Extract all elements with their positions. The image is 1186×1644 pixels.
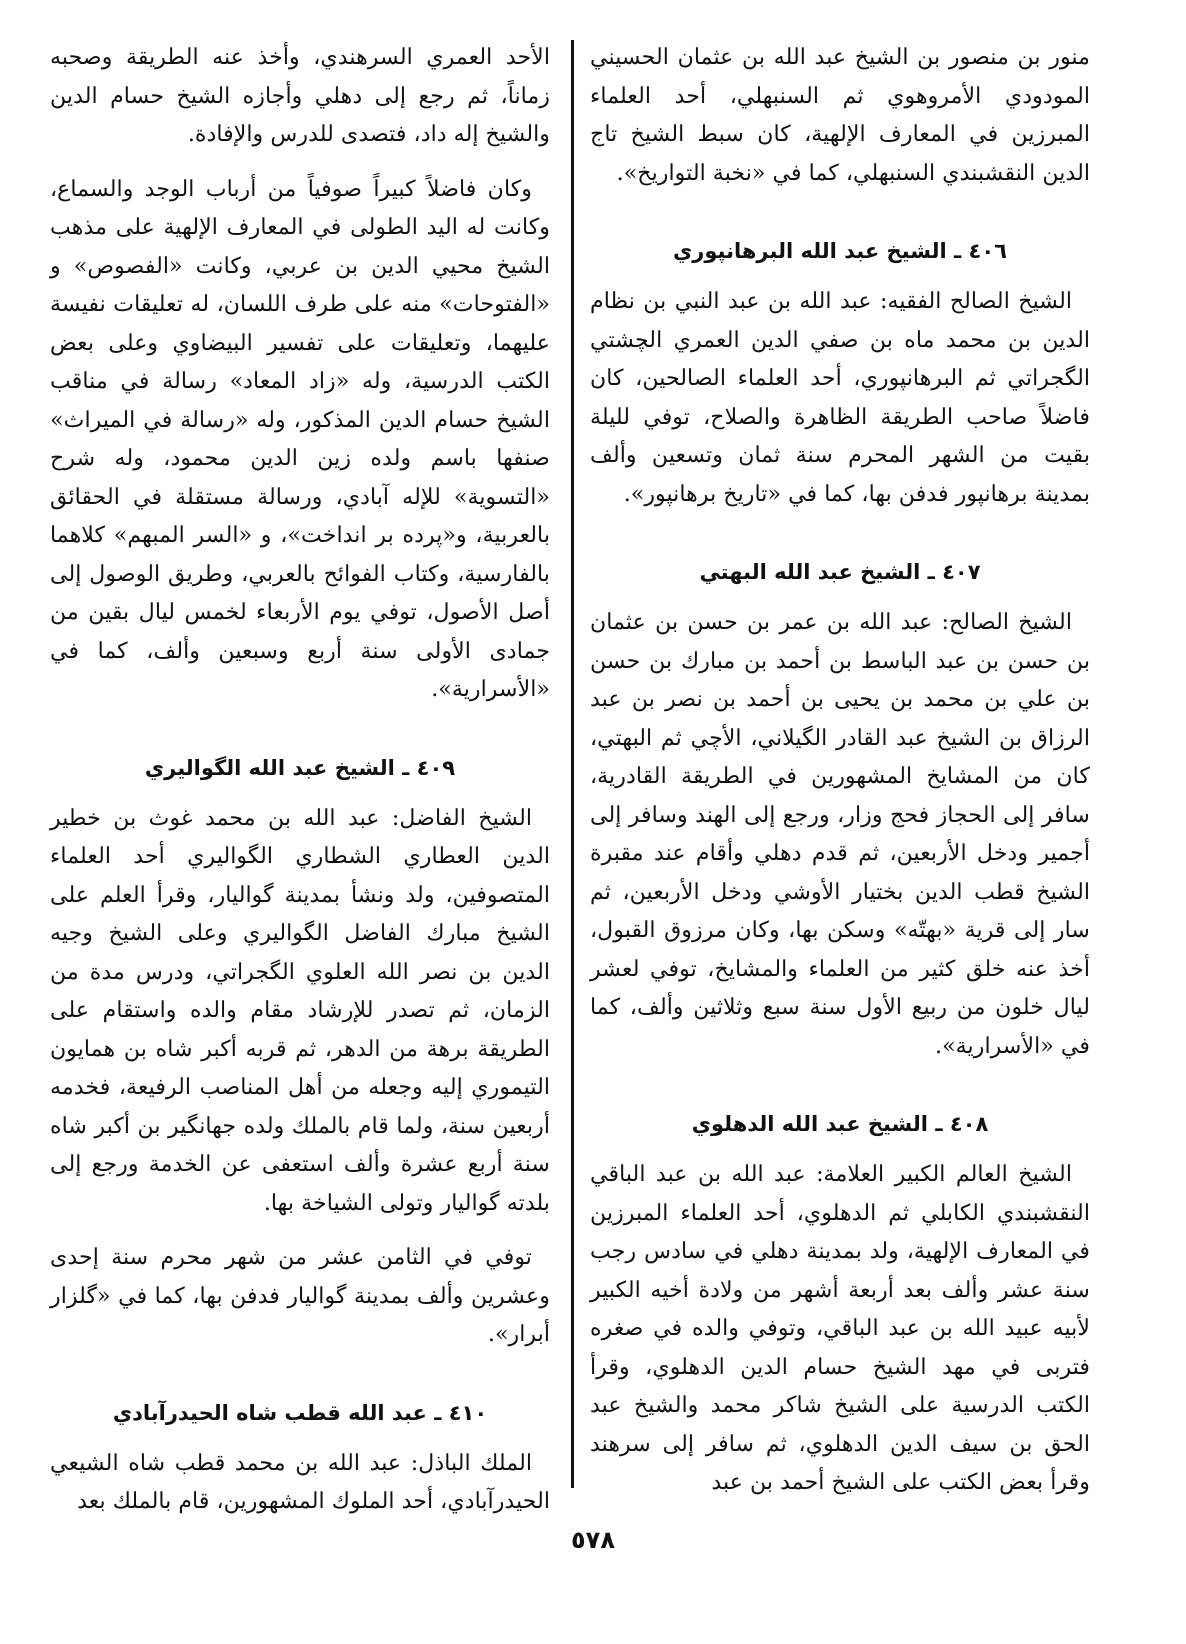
column-divider bbox=[571, 40, 574, 1488]
right-column bbox=[590, 38, 1090, 1495]
entry-heading-409: ٤٠٩ ـ الشيخ عبد الله الگواليري bbox=[144, 755, 456, 780]
entry-body-409: الشيخ الفاضل: عبد الله بن محمد غوث بن خطير الدين العطاري الشطاري الگواليري أحد العلماء المتصوفين، ولد ونشأ بمدينة گواليار، وقرأ العلم على الشيخ مبارك الفاضل الگواليري وعلى الشيخ وجيه الدين بن نصر الله العلوي الگجراتي، ودرس مدة من الزمان، ثم تصدر للإرشاد مقام والده واستقام على الطريقة برهة من الدهر، ثم قربه أكبر شاه بن همايون التيموري إليه وجعله من أهل المناصب الرفيعة، فخدمه أربعين سنة، ولما قام بالملك ولده جهانگير بن أكبر شاه سنة أربع عشرة وألف استعفى عن الخدمة ورجع إلى بلدته گواليار وتولى الشياخة بها. bbox=[50, 804, 550, 1216]
entry-body-407: الشيخ الصالح: عبد الله بن عمر بن حسن بن عثمان بن حسن بن عبد الباسط بن أحمد بن مبارك بن حسن بن علي بن محمد بن يحيى بن أحمد بن نصر بن عبد الرزاق بن الشيخ عبد القادر الگيلاني، الأچي ثم البهتي، كان من المشايخ المشهورين في الطريقة القادرية، سافر إلى الحجاز فحج وزار، ورجع إلى الهند وسافر إلى أجمير ودخل الأربعين، ثم قدم دهلي وأقام عند مقبرة الشيخ قطب الدين بختيار الأوشي ودخل الأربعين، ثم سار إلى قرية «بهتّه» وسكن بها، وكان مرزوق القبول، أخذ عنه خلق كثير من العلماء والمشايخ، توفي لعشر ليال خلون من ربيع الأول سنة سبع وثلاثين وألف، كما في «الأسرارية». bbox=[590, 609, 1090, 1059]
page-number: ٥٧٨ bbox=[571, 1526, 615, 1554]
entry-heading-407: ٤٠٧ ـ الشيخ عبد الله البهتي bbox=[699, 560, 981, 584]
left-column bbox=[50, 38, 550, 1514]
entry-body-408: الشيخ العالم الكبير العلامة: عبد الله بن عبد الباقي النقشبندي الكابلي ثم الدهلوي، أحد العلماء المبرزين في المعارف الإلهية، ولد بمدينة دهلي في سادس رجب سنة عشر وألف بعد أربعة أشهر من ولادة أخيه الكبير لأبيه عبيد الله بن عبد الباقي، وتوفي والده في صغره فتربى في مهد الشيخ حسام الدين الدهلوي، وقرأ الكتب الدرسية على الشيخ شاكر محمد والشيخ عبد الحق بن سيف الدين الدهلوي، ثم سافر إلى سرهند وقرأ بعض الكتب على الشيخ أحمد بن عبد bbox=[590, 1161, 1090, 1495]
entry-heading-408: ٤٠٨ ـ الشيخ عبد الله الدهلوي bbox=[691, 1112, 989, 1136]
entry-heading-406: ٤٠٦ ـ الشيخ عبد الله البرهانپوري bbox=[673, 239, 1007, 263]
entry-408-continuation: الأحد العمري السرهندي، وأخذ عنه الطريقة وصحبه زماناً، ثم رجع إلى دهلي وأجازه الشيخ حسام الدين والشيخ إله داد، فتصدى للدرس والإفادة. bbox=[50, 44, 550, 147]
intro-paragraph: منور بن منصور بن الشيخ عبد الله بن عثمان الحسيني المودودي الأمروهوي ثم السنبهلي، أحد العلماء المبرزين في المعارف الإلهية، كان سبط الشيخ تاج الدين النقشبندي السنبهلي، كما في «نخبة التواريخ». bbox=[590, 44, 1090, 186]
entry-body-409-paragraph-2: توفي في الثامن عشر من شهر محرم سنة إحدى وعشرين وألف بمدينة گواليار فدفن بها، كما في «گلزار أبرار». bbox=[50, 1244, 550, 1347]
entry-408-paragraph-2: وكان فاضلاً كبيراً صوفياً من أرباب الوجد والسماع، وكانت له اليد الطولى في المعارف الإلهية على مذهب الشيخ محيي الدين بن عربي، وكانت «الفصوص» و «الفتوحات» منه على طرف اللسان، له تعليقات نفيسة عليهما، وتعليقات على تفسير البيضاوي وعلى بعض الكتب الدرسية، وله «زاد المعاد» رسالة في مناقب الشيخ حسام الدين المذكور، وله «رسالة في الميراث» صنفها باسم ولده زين الدين محمود، وله شرح «التسوية» للإله آبادي، ورسالة مستقلة في الحقائق بالعربية، و«پرده بر انداخت»، و «السر المبهم» كلاهما بالفارسية، وكتاب الفوائح بالعربي، وطريق الوصول إلى أصل الأصول، توفي يوم الأربعاء لخمس ليال بقين من جمادى الأولى سنة أربع وسبعين وألف، كما في «الأسرارية». bbox=[50, 175, 550, 702]
entry-heading-410: ٤١٠ ـ عبد الله قطب شاه الحيدرآبادي bbox=[112, 1400, 488, 1425]
entry-body-406: الشيخ الصالح الفقيه: عبد الله بن عبد النبي بن نظام الدين بن محمد ماه بن صفي الدين العمري الچشتي الگجراتي ثم البرهانپوري، أحد العلماء الصالحين، كان فاضلاً صاحب الطريقة الظاهرة والصلاح، توفي لليلة بقيت من الشهر المحرم سنة ثمان وتسعين وألف بمدينة برهانپور فدفن بها، كما في «تاريخ برهانپور». bbox=[590, 288, 1090, 507]
entry-body-410: الملك الباذل: عبد الله بن محمد قطب شاه الشيعي الحيدرآبادي، أحد الملوك المشهورين، قام بالملك بعد bbox=[50, 1449, 550, 1514]
